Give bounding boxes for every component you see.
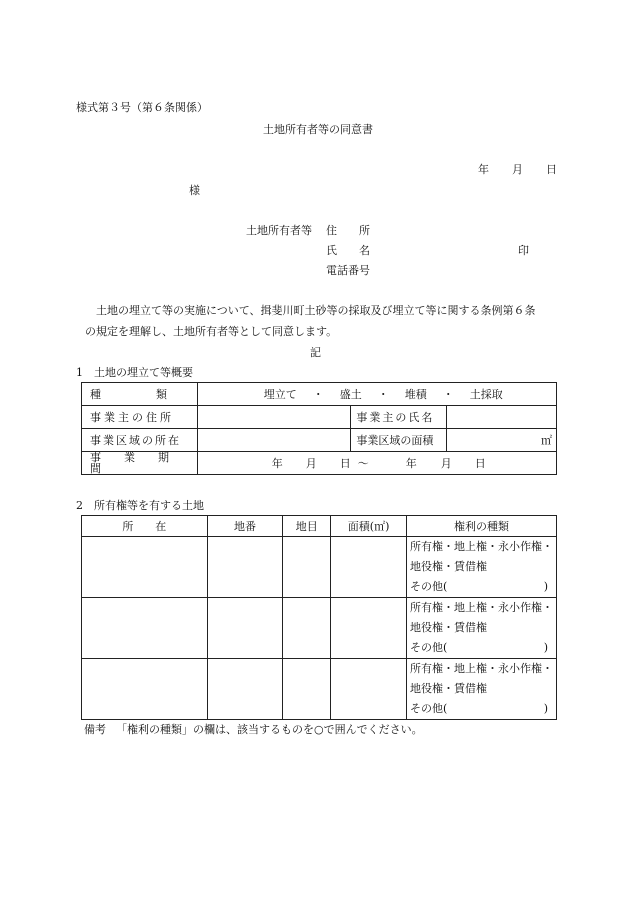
land-lot-cell [207,598,283,659]
period-start-month: 月 [305,457,317,470]
rights-line-1: 所有権・地上権・永小作権・ [409,540,553,553]
land-category-cell [283,659,331,720]
rights-line-2: 地役権・賃借権 [409,621,487,634]
rights-line-2: 地役権・賃借権 [409,560,487,573]
land-lot-cell [207,537,283,598]
rights-other [407,699,556,719]
period-label: 事 業 期 間 [90,451,192,475]
land-area-cell [331,537,407,598]
land-area-cell [331,598,407,659]
period-value-cell [197,452,556,475]
operator-name-label: 事業主の氏名 [356,410,435,424]
land-category-cell [283,537,331,598]
period-end-year: 年 [405,457,417,470]
rights-other [407,577,556,597]
area-unit: ㎡ [541,433,552,447]
land-row [82,659,557,720]
type-row [82,383,557,406]
rights-other-label: その他( [409,580,448,593]
period-start-day: 日 [339,457,351,470]
ki-marker: 記 [310,346,321,359]
operator-name-value [447,406,557,429]
area-size-label: 事業区域の面積 [356,433,434,447]
option-reclamation: 埋立て [263,387,297,401]
note-label: 備考 [84,723,106,736]
operator-row [82,406,557,429]
consent-text-line-2: の規定を理解し、土地所有者等として同意します。 [85,325,338,338]
col-area-header: 面積(㎡) [331,516,407,537]
document-title: 土地所有者等の同意書 [263,123,373,136]
rights-cell [406,598,556,659]
col-category-header: 地目 [283,516,331,537]
land-rights-table [81,515,557,720]
overview-table [81,382,557,475]
section2-heading: 2 所有権等を有する土地 [76,499,204,512]
land-area-cell [331,659,407,720]
option-separator: ・ [442,387,454,401]
operator-address-value [197,406,351,429]
area-row [82,429,557,452]
col-location-header: 所 在 [82,516,208,537]
area-location-label-cell [82,429,198,452]
land-location-cell [82,659,208,720]
area-location-value [197,429,351,452]
period-start-year: 年 [271,457,283,470]
period-end-day: 日 [474,457,486,470]
option-soil-extraction: 土採取 [469,387,503,401]
operator-address-label: 事業主の住所 [90,410,174,424]
rights-line-1: 所有権・地上権・永小作権・ [409,601,553,614]
date-month-label: 月 [512,163,523,176]
rights-cell [406,659,556,720]
operator-address-label-cell [82,406,198,429]
col-rights-header: 権利の種類 [406,516,556,537]
type-label-cell [82,383,198,406]
form-number: 様式第３号（第６条関係） [76,101,208,114]
land-row [82,598,557,659]
rights-other-close: ) [543,702,548,715]
period-row [82,452,557,475]
rights-line-2: 地役権・賃借権 [409,682,487,695]
option-embankment: 盛土 [339,387,362,401]
addressee-suffix: 様 [189,184,200,197]
area-location-label: 事業区域の所在 [90,433,181,447]
owner-name-label: 氏 名 [326,244,370,257]
period-label-cell [82,452,198,475]
land-category-cell [283,598,331,659]
rights-other-close: ) [543,641,548,654]
land-location-cell [82,537,208,598]
seal-mark: 印 [518,244,529,257]
period-tilde: ～ [357,457,369,470]
rights-line-1: 所有権・地上権・永小作権・ [409,662,553,675]
area-size-value [447,429,557,452]
owner-phone-label: 電話番号 [326,264,370,277]
consent-text-line-1: 土地の埋立て等の実施について、揖斐川町土砂等の採取及び埋立て等に関する条例第６条 [96,304,536,317]
land-location-cell [82,598,208,659]
land-lot-cell [207,659,283,720]
type-label: 種 類 [90,387,167,401]
land-table-header [82,516,557,537]
area-size-label-cell [351,429,447,452]
owner-label: 土地所有者等 [246,224,312,237]
option-separator: ・ [312,387,324,401]
type-options-cell [197,383,556,406]
period-end-month: 月 [440,457,452,470]
land-row [82,537,557,598]
note-text: 「権利の種類」の欄は、該当するものを○で囲んでください。 [116,723,423,736]
section1-heading: 1 土地の埋立て等概要 [76,366,193,379]
rights-other [407,638,556,658]
date-year-label: 年 [478,163,489,176]
option-stockpile: 堆積 [404,387,427,401]
rights-other-close: ) [543,580,548,593]
rights-other-label: その他( [409,702,448,715]
option-separator: ・ [377,387,389,401]
col-lot-header: 地番 [207,516,283,537]
rights-cell [406,537,556,598]
operator-name-label-cell [351,406,447,429]
owner-address-label: 住 所 [326,224,370,237]
rights-other-label: その他( [409,641,448,654]
date-day-label: 日 [546,163,557,176]
